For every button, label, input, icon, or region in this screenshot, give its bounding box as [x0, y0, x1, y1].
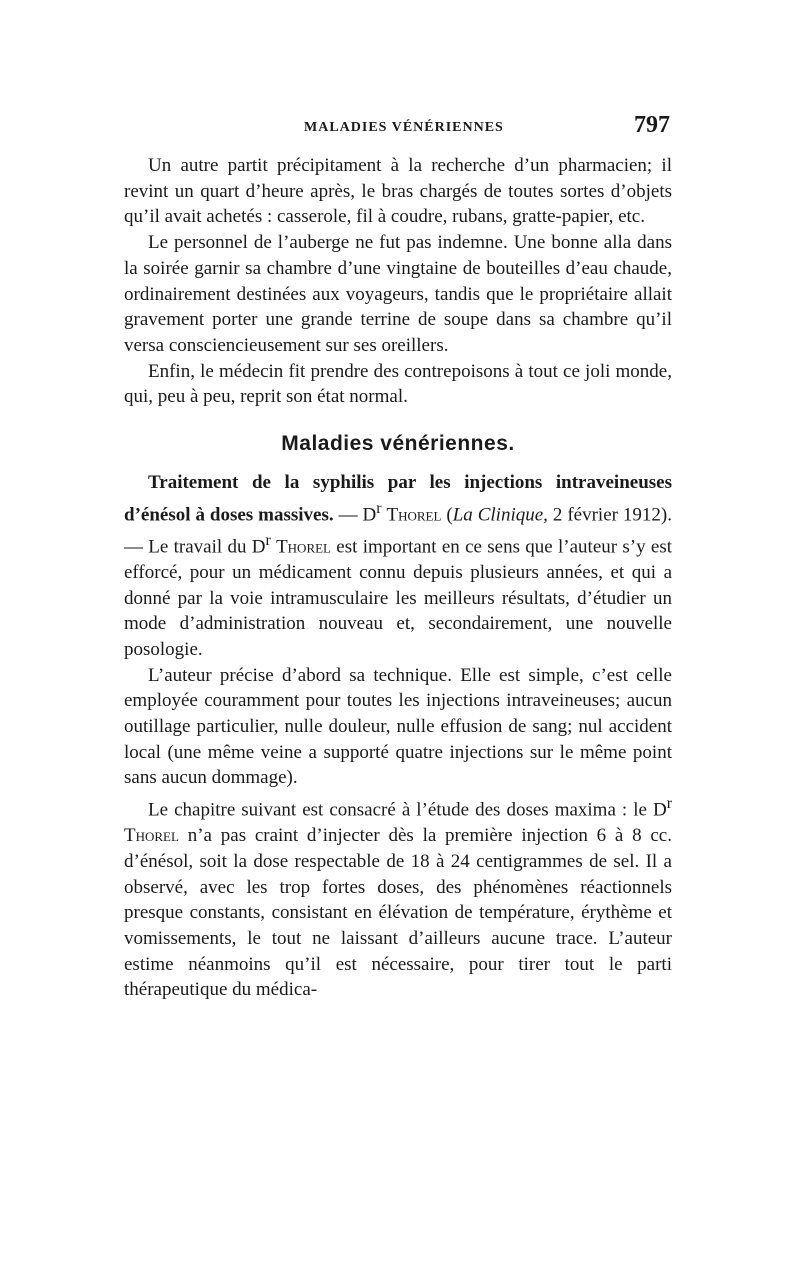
author-name: Thorel [386, 504, 442, 526]
superscript: r [666, 795, 672, 813]
paragraph-text: n’a pas craint d’injecter dès la première injection 6 à 8 cc. d’énésol, soit la dose respectable de 18 à 24 centigrammes de sel. Il a observé, avec les trop fortes doses, des phénomènes réactionnels presque constants, consistant en élévation de température, érythème et vomissements, le tout ne laissant d’ailleurs aucune trace. L’auteur estime néanmoins qu’il est nécessaire, pour tirer tout le parti thérapeutique du médica- [124, 825, 672, 1001]
page-header [124, 112, 672, 144]
paren-open: ( [441, 504, 453, 526]
paragraph-1: Un autre partit précipitament à la recherche d’un pharmacien; il revint un quart d’heure après, le bras chargés de toutes sortes d’objets qu’il avait achetés : casserole, fil à coudre, rubans, gratte-papier, etc. [124, 155, 672, 228]
paragraph-text: est important en ce sens que l’auteur s’y est efforcé, pour un médicament connu depuis plusieurs années, et qui a donné par la voie intramusculaire les meilleurs résultats, d’étudier un mode d’administration nouveau et, secondairement, une nouvelle posologie. [124, 536, 673, 660]
paragraph-text: Le chapitre suivant est consacré à l’étude des doses maxima : le D [148, 799, 667, 821]
page-number: 797 [634, 112, 670, 138]
running-head: MALADIES VÉNÉRIENNES [304, 120, 504, 135]
author-name: Thorel [124, 825, 179, 847]
paragraph-3: Enfin, le médecin fit prendre des contrepoisons à tout ce joli monde, qui, peu à peu, reprit son état normal. [124, 360, 672, 408]
separator: — D [333, 504, 377, 526]
page-body [124, 153, 672, 1003]
author-name: Thorel [276, 536, 331, 558]
article-title: Traitement de la syphilis par les injections intraveineuses d’énésol à doses massives. [124, 472, 672, 526]
superscript: r [265, 531, 271, 549]
paragraph-6 [124, 791, 672, 1003]
paragraph-2: Le personnel de l’auberge ne fut pas indemne. Une bonne alla dans la soirée garnir sa chambre d’une vingtaine de bouteilles d’eau chaude, ordinairement destinées aux voyageurs, tandis que le propriétaire allait gravement porter une grande terrine de soupe dans sa chambre qu’il versa consciencieusement sur ses oreillers. [124, 232, 672, 356]
superscript: r [376, 499, 382, 517]
citation-date: 2 février 1912). — Le travail du D [124, 504, 672, 558]
paragraph-5: L’auteur précise d’abord sa technique. Elle est simple, c’est celle employée couramment pour toutes les injections intraveineuses; aucun outillage particulier, nulle douleur, nulle effusion de sang; nul accident local (une même veine a supporté quatre injections sur le même point sans aucun dommage). [124, 664, 672, 789]
paragraph-4 [124, 470, 672, 663]
journal-name: La Clinique, [452, 504, 548, 526]
section-title: Maladies vénériennes. [281, 432, 515, 456]
